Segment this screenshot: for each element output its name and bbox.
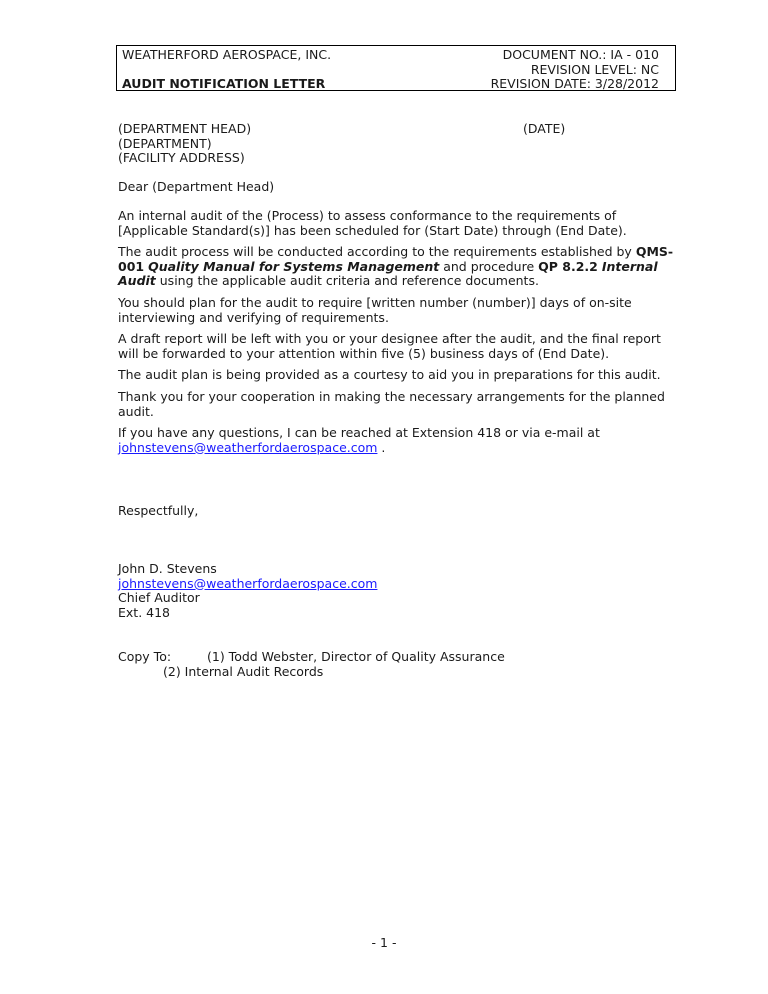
- copy-to-recipient-1: (1) Todd Webster, Director of Quality Assurance: [207, 649, 505, 664]
- procedure-title: Internal Audit: [118, 258, 658, 289]
- paragraph-audit-duration: You should plan for the audit to require [written number (number)] days of on-site interviewing and verifying of requirements.: [118, 294, 632, 325]
- page-number: - 1 -: [371, 935, 397, 950]
- salutation: Dear (Department Head): [118, 179, 275, 194]
- paragraph-thanks: Thank you for your cooperation in making the necessary arrangements for the planned audit.: [118, 388, 665, 419]
- address-block: [118, 122, 680, 166]
- text-run: If you have any questions, I can be reached at Extension 418 or via e-mail at: [118, 425, 600, 441]
- facility-address-placeholder: (FACILITY ADDRESS): [118, 150, 245, 166]
- contact-email-link[interactable]: johnstevens@weatherfordaerospace.com: [118, 439, 378, 455]
- document-type: AUDIT NOTIFICATION LETTER: [122, 76, 326, 91]
- company-name: WEATHERFORD AEROSPACE, INC.: [122, 47, 332, 62]
- letter-body: [118, 209, 680, 462]
- document-header: [116, 45, 676, 91]
- revision-level: REVISION LEVEL: NC: [530, 61, 659, 77]
- closing: Respectfully,: [118, 503, 199, 518]
- qms-reference: QMS-001: [118, 244, 674, 274]
- department-head-placeholder: (DEPARTMENT HEAD): [118, 121, 252, 136]
- signer-extension: Ext. 418: [118, 604, 171, 620]
- copy-to-recipient-2: (2) Internal Audit Records: [163, 663, 324, 679]
- paragraph-audit-process: [118, 245, 680, 289]
- signature-block: [118, 562, 680, 620]
- signer-title: Chief Auditor: [118, 590, 200, 606]
- header-left: [122, 48, 331, 92]
- document-number: DOCUMENT NO.: IA - 010: [502, 47, 659, 62]
- text-run: and procedure: [439, 258, 539, 274]
- copy-to-label: Copy To:: [118, 649, 172, 664]
- date-placeholder: (DATE): [523, 121, 566, 136]
- quality-manual-title: Quality Manual for Systems Management: [148, 258, 440, 274]
- procedure-reference: QP 8.2.2: [538, 258, 598, 274]
- signer-name: John D. Stevens: [118, 561, 217, 576]
- paragraph-audit-scope: An internal audit of the (Process) to assess conformance to the requirements of [Applicable Standard(s)] has been scheduled for (Start Date) through (End Date).: [118, 208, 627, 238]
- department-placeholder: (DEPARTMENT): [118, 135, 212, 151]
- paragraph-contact: [118, 426, 680, 455]
- copy-to-block: [118, 650, 680, 679]
- text-run: .: [377, 439, 386, 455]
- text-run: using the applicable audit criteria and reference documents.: [155, 273, 539, 289]
- paragraph-audit-plan: The audit plan is being provided as a courtesy to aid you in preparations for this audit.: [118, 367, 661, 383]
- header-right: [491, 48, 659, 92]
- revision-date: REVISION DATE: 3/28/2012: [490, 76, 659, 91]
- paragraph-report: A draft report will be left with you or your designee after the audit, and the final report will be forwarded to your attention within five (5) business days of (End Date).: [118, 331, 661, 361]
- text-run: The audit process will be conducted according to the requirements established by: [118, 244, 636, 260]
- signer-email-link[interactable]: johnstevens@weatherfordaerospace.com: [118, 575, 378, 591]
